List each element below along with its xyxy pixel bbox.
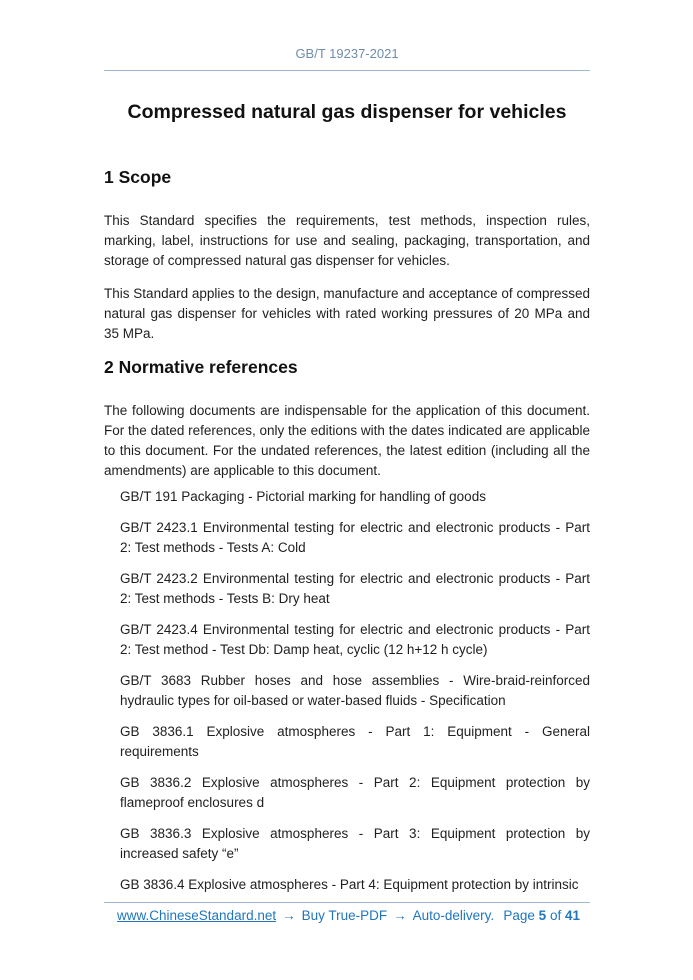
footer-delivery-text: Auto-delivery. [412, 908, 495, 923]
footer-promo [117, 907, 494, 924]
footer-site-link[interactable]: www.ChineseStandard.net [117, 908, 277, 923]
arrow-right-icon: → [393, 908, 407, 923]
page-indicator [503, 907, 580, 924]
arrow-right-icon: → [282, 908, 296, 923]
footer-buy-text: Buy True-PDF [301, 908, 388, 923]
reference-item: GB 3836.4 Explosive atmospheres - Part 4: Equipment protection by intrinsic [120, 877, 579, 892]
reference-item: GB/T 3683 Rubber hoses and hose assemblies - Wire-braid-reinforced hydraulic types for oil-based or water-based fluids - Specification [120, 673, 590, 708]
page-footer [104, 902, 590, 924]
doc-code: GB/T 19237-2021 [295, 46, 399, 61]
page-total: 41 [564, 908, 580, 923]
page-header [104, 46, 590, 71]
page-current: 5 [538, 908, 547, 923]
page-label: Page [503, 908, 535, 923]
document-body [104, 71, 590, 906]
reference-item: GB/T 2423.2 Environmental testing for electric and electronic products - Part 2: Test methods - Tests B: Dry heat [120, 571, 590, 606]
paragraph-scope-1: This Standard specifies the requirements, test methods, inspection rules, marking, label, instructions for use and sealing, packaging, transportation, and storage of compressed natural gas dispenser for vehicles. [104, 213, 590, 268]
reference-item: GB/T 2423.1 Environmental testing for electric and electronic products - Part 2: Test methods - Tests A: Cold [120, 520, 590, 555]
paragraph-normative-intro: The following documents are indispensable for the application of this document. For the dated references, only the editions with the dates indicated are applicable to this document. For the undated references, the latest edition (including all the amendments) are applicable to this document. [104, 403, 590, 478]
paragraph-scope-2: This Standard applies to the design, manufacture and acceptance of compressed natural gas dispenser for vehicles with rated working pressures of 20 MPa and 35 MPa. [104, 286, 590, 341]
reference-item: GB/T 191 Packaging - Pictorial marking for handling of goods [120, 489, 486, 504]
reference-item: GB/T 2423.4 Environmental testing for electric and electronic products - Part 2: Test method - Test Db: Damp heat, cyclic (12 h+12 h cycle) [120, 622, 590, 657]
reference-item: GB 3836.2 Explosive atmospheres - Part 2: Equipment protection by flameproof enclosures d [120, 775, 590, 810]
of-label: of [549, 908, 562, 923]
section-heading-normative-references: 2 Normative references [104, 357, 298, 377]
document-title: Compressed natural gas dispenser for vehicles [127, 101, 567, 123]
reference-item: GB 3836.1 Explosive atmospheres - Part 1: Equipment - General requirements [120, 724, 590, 759]
section-heading-scope: 1 Scope [104, 167, 172, 187]
reference-item: GB 3836.3 Explosive atmospheres - Part 3: Equipment protection by increased safety “e” [120, 826, 590, 861]
